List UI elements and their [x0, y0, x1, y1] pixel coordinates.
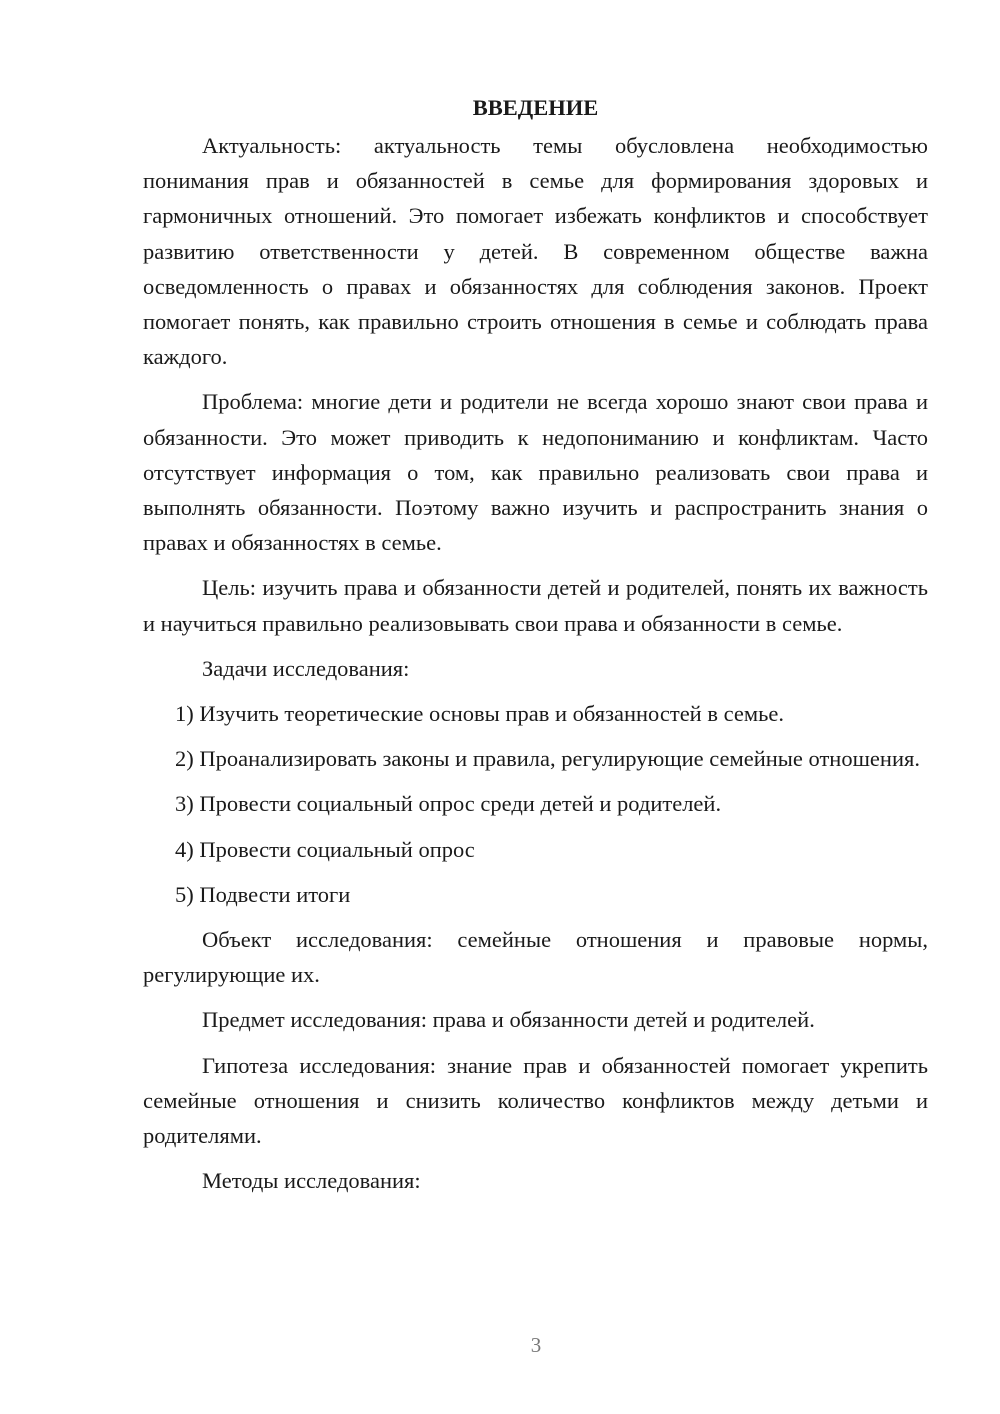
- methods-title: Методы исследования:: [202, 1168, 421, 1194]
- hypothesis-paragraph: Гипотеза исследования: знание прав и обязанностей помогает укрепить семейные отношения и снизить количество конфликтов между детьми и родителями.: [143, 1052, 928, 1149]
- section-heading: ВВЕДЕНИЕ: [472, 95, 599, 120]
- subject-paragraph: Предмет исследования: права и обязанности детей и родителей.: [202, 1007, 815, 1033]
- object-paragraph: Объект исследования: семейные отношения и правовые нормы, регулирующие их.: [143, 927, 928, 988]
- task-item: 3) Провести социальный опрос среди детей и родителей.: [175, 791, 722, 817]
- problem-paragraph: Проблема: многие дети и родители не всегда хорошо знают свои права и обязанности. Это может приводить к недопониманию и конфликтам. Часто отсутствует информация о том, как правильно реализовать свои права и выполнять обязанности. Поэтому важно изучить и распространить знания о правах и обязанностях в семье.: [143, 389, 928, 556]
- document-page: [143, 92, 928, 1208]
- tasks-title: Задачи исследования:: [202, 655, 410, 681]
- task-item: 4) Провести социальный опрос: [175, 836, 475, 862]
- relevance-paragraph: Актуальность: актуальность темы обусловлена необходимостью понимания прав и обязанностей в семье для формирования здоровых и гармоничных отношений. Это помогает избежать конфликтов и способствует развитию ответственности у детей. В современном обществе важна осведомленность о правах и обязанностях для соблюдения законов. Проект помогает понять, как правильно строить отношения в семье и соблюдать права каждого.: [143, 133, 928, 370]
- task-item: 5) Подвести итоги: [175, 881, 351, 907]
- task-item: 2) Проанализировать законы и правила, регулирующие семейные отношения.: [175, 746, 920, 772]
- goal-paragraph: Цель: изучить права и обязанности детей и родителей, понять их важность и научиться правильно реализовывать свои права и обязанности в семье.: [143, 575, 928, 636]
- page-number: 3: [530, 1333, 542, 1357]
- task-item: 1) Изучить теоретические основы прав и обязанностей в семье.: [175, 701, 784, 727]
